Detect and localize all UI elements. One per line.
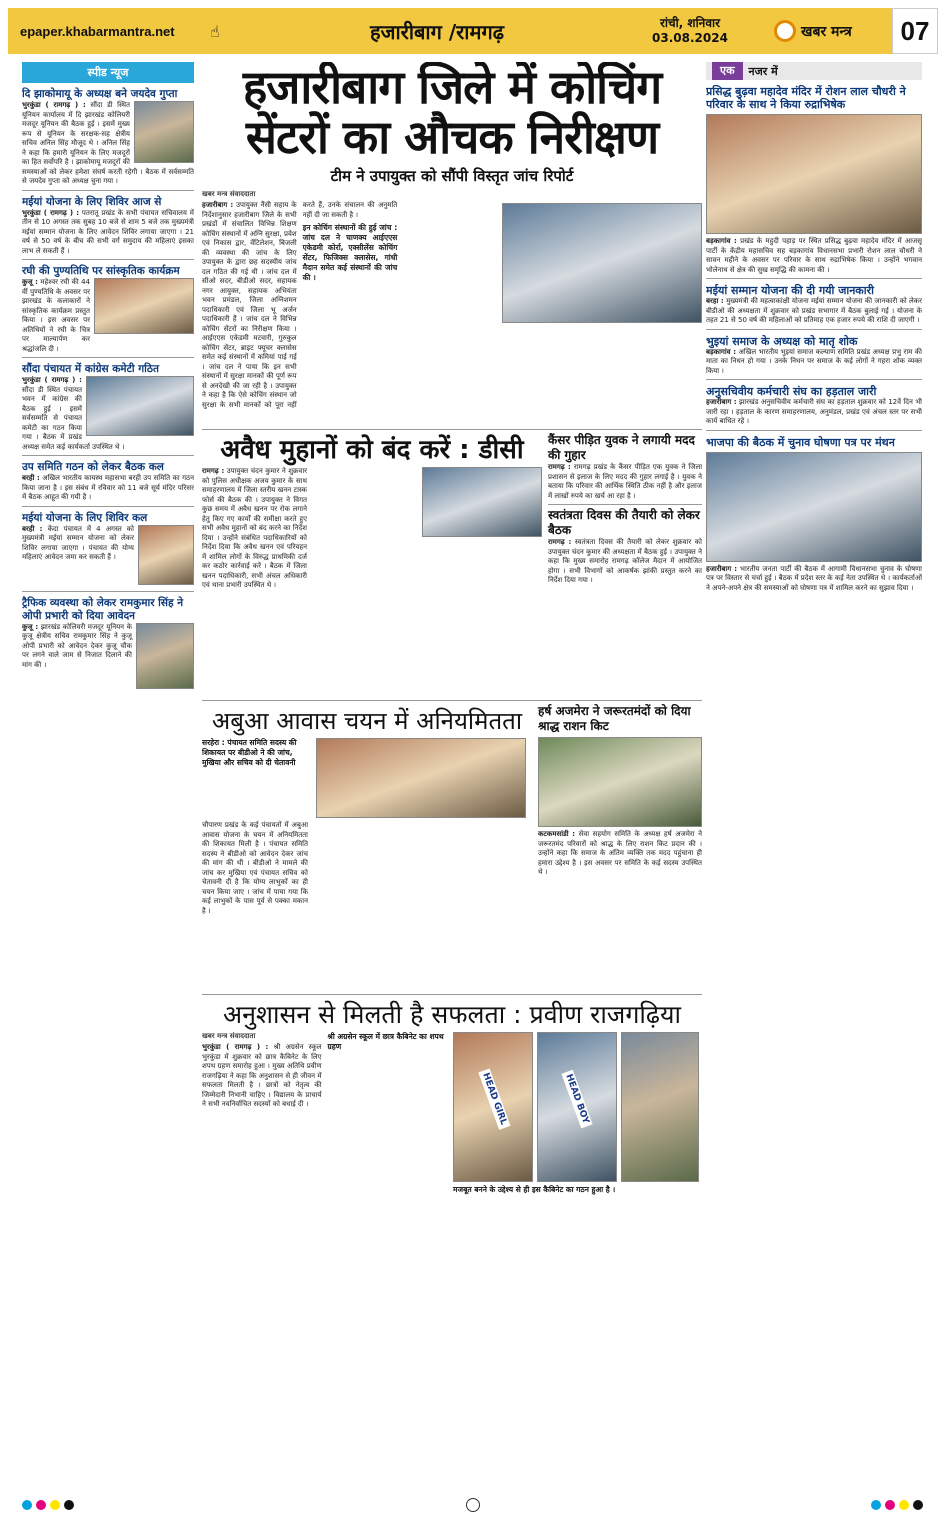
divider bbox=[22, 506, 194, 507]
dateline: भुरकुंडा ( रामगढ़ ) : bbox=[22, 376, 82, 384]
divider bbox=[22, 190, 194, 191]
section-tag bbox=[706, 62, 922, 80]
divider bbox=[706, 278, 922, 279]
registration-mark-icon bbox=[466, 1498, 480, 1512]
lead-story[interactable] bbox=[202, 62, 702, 426]
story-body: मुख्यमंत्री की महत्वाकांक्षी योजना मईयां सम्मान योजना की जानकारी को लेकर बीडीओ की अध्यक्षता में शुक्रवार को प्रखंड सभागार में बैठक बुलाई गई । योजना के तहत 21 से 50 वर्ष की महिलाओं को प्रतिमाह एक हजार रुपये की राशि दी जाएगी । bbox=[706, 297, 922, 324]
divider bbox=[706, 329, 922, 330]
divider bbox=[202, 429, 702, 430]
story-body: सौंदा डी स्थित यूनियन कार्यालय में दि झारखंड कोलियरी मजदूर यूनियन की बैठक हुई । इसमें मुख्य रूप से यूनियन के सरक्षक-सह क्षेत्रीय सचिव अनिल सिंह मौजूद थे । अनिल सिंह ने कहा कि हमारी यूनियन के लिए मजदूरों का हित सर्वोपरि है । झाकोमायू मजदूरों की समस्याओं को लेकर हमेशा संघर्ष करती रहेगी । बैठक में सर्वसम्मति से जयदेव गुप्ता को अध्यक्ष चुना गया । bbox=[22, 101, 194, 185]
story-illegal-mines[interactable] bbox=[202, 433, 542, 697]
divider bbox=[706, 379, 922, 380]
dateline: भुरकुंडा ( रामगढ़ ) : bbox=[22, 101, 86, 109]
cyan-dot bbox=[22, 1500, 32, 1510]
story-headline: स्वतंत्रता दिवस की तैयारी को लेकर बैठक bbox=[548, 508, 700, 537]
left-story-6[interactable] bbox=[22, 512, 194, 588]
dateline: रामगढ़ : bbox=[202, 467, 225, 475]
story-photo bbox=[134, 101, 194, 163]
magenta-dot bbox=[885, 1500, 895, 1510]
story-body: चौपारण प्रखंड के कई पंचायतों में अबुआ आवास योजना के चयन में अनियमितता की शिकायत मिली है । पंचायत समिति सदस्य ने बीडीओ को आवेदन देकर जांच की मांग की थी । बीडीओ ने मामले की जांच कर मुखिया एवं पंचायत सचिव को चेतावनी दी है कि योग्य लाभुकों का ही चयन किया जाए । जांच में पाया गया कि कई लाभुकों के पास पूर्व से पक्का मकान है । bbox=[202, 821, 308, 915]
divider bbox=[706, 430, 922, 431]
story-body: उपायुक्त चंदन कुमार ने शुक्रवार को पुलिस अधीक्षक अजय कुमार के साथ समाहरणालय में जिला स्तरीय खनन टास्क फोर्स की बैठक की । उपायुक्त ने विगत कुछ समय में अवैध खनन पर रोक लगाने हेतु किए गए कार्यों की समीक्षा करते हुए सभी अवैध मुहानों को बंद करने का निर्देश दिया । उन्होंने संबंधित पदाधिकारियों को निर्देश दिया कि अवैध खनन एवं परिवहन में शामिल लोगों के विरुद्ध प्राथमिकी दर्ज कर कठोर कार्रवाई करें । बैठक में जिला खनन पदाधिकारी, सभी अंचल अधिकारी एवं थाना प्रभारी उपस्थित थे । bbox=[202, 467, 308, 589]
story-headline: अवैध मुहानों को बंद करें : डीसी bbox=[220, 435, 524, 465]
story-headline: कैंसर पीड़ित युवक ने लगायी मदद की गुहार bbox=[548, 433, 695, 462]
dateline: हजारीबाग : bbox=[706, 564, 738, 573]
story-headline: अनुसचिवीय कर्मचारी संघ का हड़ताल जारी bbox=[706, 385, 877, 398]
left-story-4[interactable] bbox=[22, 363, 194, 452]
story-headline: मईयां योजना के लिए शिविर आज से bbox=[22, 195, 162, 208]
story-photo bbox=[136, 623, 194, 689]
story-discipline[interactable] bbox=[202, 998, 702, 1195]
date-block bbox=[630, 16, 750, 46]
sash-label: HEAD GIRL bbox=[478, 1068, 510, 1129]
divider bbox=[202, 994, 702, 995]
story-headline: हर्ष अजमेरा ने जरूरतमंदों को दिया श्राद्ध राशन किट bbox=[538, 704, 691, 733]
dateline: हजारीबाग : bbox=[202, 201, 234, 209]
dateline: कुजू : bbox=[22, 278, 38, 286]
lead-headline: हजारीबाग जिले में कोचिंग सेंटरों का औचक निरीक्षण bbox=[242, 62, 662, 164]
story-body: भारतीय जनता पार्टी की बैठक में आगामी विधानसभा चुनाव के घोषणा पत्र पर विस्तार से चर्चा हुई । बैठक में प्रदेश स्तर के कई नेता उपस्थित थे । कार्यकर्ताओं ने अपने-अपने क्षेत्र की समस्याओं को घोषणा पत्र में शामिल करने का सुझाव दिया । bbox=[706, 564, 922, 592]
logo-text: खबर मन्त्र bbox=[801, 23, 852, 40]
story-body: रामगढ़ प्रखंड के कैंसर पीड़ित एक युवक ने जिला प्रशासन से इलाज के लिए मदद की गुहार लगाई है । युवक ने बताया कि परिवार की आर्थिक स्थिति ठीक नहीं है और इलाज में लाखों रुपये का खर्च आ रहा है । bbox=[548, 463, 702, 500]
tag-pill: एक bbox=[712, 62, 743, 80]
color-dots-left bbox=[22, 1500, 74, 1510]
story-headline: रघी की पुण्यतिथि पर सांस्कृतिक कार्यक्रम bbox=[22, 265, 180, 277]
main-column bbox=[202, 62, 702, 1497]
story-ration-kit[interactable] bbox=[538, 704, 702, 991]
dateline: कुजू : bbox=[22, 622, 39, 631]
story-subheadline: श्री अग्रसेन स्कूल में छात्र कैबिनेट का शपथ ग्रहण bbox=[327, 1032, 444, 1051]
story-headline: उप समिति गठन को लेकर बैठक कल bbox=[22, 461, 164, 473]
story-headline: ट्रैफिक व्यवस्था को लेकर रामकुमार सिंह ने ओपी प्रभारी को दिया आवेदन bbox=[22, 596, 184, 622]
dateline: भुरकुंडा ( रामगढ़ ) : bbox=[22, 208, 79, 217]
story-body: पतरातू प्रखंड के सभी पंचायत सचिवालय में तीन से 10 अगस्त तक सुबह 10 बजे से शाम 5 बजे तक मुख्यमंत्री मईयां सम्मान योजना के लिए आवेदन शिविर लगाया जाएगा । 21 वर्ष से 50 वर्ष के बीच की सभी वर्ग समुदाय की महिलाएं इसका लाभ ले सकती हैं । bbox=[22, 208, 194, 255]
black-dot bbox=[64, 1500, 74, 1510]
color-dots-right bbox=[871, 1500, 923, 1510]
right-story-1[interactable] bbox=[706, 85, 922, 275]
cursor-icon: ☝ bbox=[210, 21, 220, 41]
dateline: भुरकुंडा ( रामगढ़ ) : bbox=[202, 1043, 269, 1051]
lead-subheadline: टीम ने उपायुक्त को सौंपी विस्तृत जांच रिपोर्ट bbox=[330, 167, 574, 185]
print-marks bbox=[22, 1499, 923, 1511]
magenta-dot bbox=[36, 1500, 46, 1510]
temple-photo bbox=[706, 114, 922, 234]
left-story-3[interactable] bbox=[22, 265, 194, 354]
story-headline: अबुआ आवास चयन में अनियमितता bbox=[211, 707, 523, 735]
dateline: बरहा : bbox=[706, 297, 724, 305]
lead-body: उपायुक्त नैंसी सहाय के निर्देशानुसार हजारीबाग जिले के सभी प्रखंडों में संचालित विभिन्न शिक्षण कोचिंग संस्थानों में अग्नि सुरक्षा, प्रवेश एवं निकास द्वार, वेंटिलेशन, बिजली की व्यवस्था की जांच के लिए उपायुक्त के द्वारा छह सदस्यीय जांच दल गठित की गई थी । जांच दल में सीओ सदर, बीडीओ सदर, सहायक नगर आयुक्त, सहायक अभियंता भवन प्रमंडल, जिला अग्निशमन पदाधिकारी एवं जिला भू अर्जन पदाधिकारी हैं । जांच दल ने विभिन्न कोचिंग सेंटरों का निरीक्षण किया । आईएएस एकेडमी मटवारी, गुरुकुल कोचिंग सेंटर, ब्राइट फ्यूचर क्लासेस समेत कई संस्थानों में कमियां पाई गई । जांच दल ने पाया कि इन सभी संस्थानों में सुरक्षा मानकों की पूर्ण रूप से अनदेखी की जा रही है । उपायुक्त ने कहा है कि ऐसे कोचिंग संस्थान जो सुरक्षा के सभी मानकों को पूरा नहीं करते हैं, उनके संचालन की अनुमति नहीं दी जा सकती है । bbox=[202, 201, 398, 409]
story-body: सेवा सहयोग समिति के अध्यक्ष हर्ष अजमेरा ने जरूरतमंद परिवारों को श्राद्ध के लिए राशन किट प्रदान की । उन्होंने कहा कि समाज के अंतिम व्यक्ति तक मदद पहुंचाना ही हमारा उद्देश्य है । इस अवसर पर समिति के कई सदस्य उपस्थित थे । bbox=[538, 830, 702, 876]
photo-caption: मजबूत बनने के उद्देश्य से ही इस कैबिनेट का गठन हुआ है । bbox=[453, 1185, 616, 1194]
story-headline: मईयां योजना के लिए शिविर कल bbox=[22, 511, 148, 524]
left-story-1[interactable] bbox=[22, 88, 194, 187]
sash-label: HEAD BOY bbox=[561, 1070, 592, 1129]
yellow-dot bbox=[50, 1500, 60, 1510]
right-story-5[interactable] bbox=[706, 436, 922, 594]
school-photo bbox=[621, 1032, 699, 1182]
lead-body-wrap bbox=[202, 201, 498, 426]
byline: खबर मन्त्र संवाददाता bbox=[202, 1032, 256, 1040]
story-body: श्री अग्रसेन स्कूल भुरकुंडा में शुक्रवार को छात्र कैबिनेट के लिए शपथ ग्रहण समारोह हुआ । मुख्य अतिथि प्रवीण राजगढ़िया ने कहा कि अनुशासन से ही जीवन में सफलता मिलती है । छात्रों को नेतृत्व की जिम्मेदारी निभानी चाहिए । विद्यालय के प्राचार्य ने सभी नवनिर्वाचित सदस्यों को बधाई दी । bbox=[202, 1043, 322, 1108]
date: 03.08.2024 bbox=[652, 31, 728, 45]
divider bbox=[22, 357, 194, 358]
story-headline: मईयां सम्मान योजना की दी गयी जानकारी bbox=[706, 284, 874, 297]
row-3 bbox=[202, 704, 702, 991]
lead-caption: इन कोचिंग संस्थानों की हुई जांच : जांच दल ने चाणक्य आईएएस एकेडमी कोर्रा, एक्सीलेंस कोचिंग सेंटर, फिजिक्स क्लासेस, गांधी मैदान समेत कई संस्थानों की जांच की । bbox=[302, 223, 398, 282]
story-photo bbox=[86, 376, 194, 436]
lead-photo bbox=[502, 203, 702, 323]
yellow-dot bbox=[899, 1500, 909, 1510]
house-photo bbox=[316, 738, 526, 818]
story-body: महेश्वर रघी की 44 वीं पुण्यतिथि के अवसर पर झारखंड के कलाकारों ने सांस्कृतिक कार्यक्रम प्रस्तुत किया । इस अवसर पर अतिथियों ने रघी के चित्र पर माल्यार्पण कर श्रद्धांजलि दी । bbox=[22, 278, 91, 353]
right-story-2[interactable] bbox=[706, 284, 922, 326]
head-boy-photo bbox=[537, 1032, 617, 1182]
left-column bbox=[22, 62, 194, 1497]
story-body: झारखंड अनुसचिवीय कर्मचारी संघ का हड़ताल शुक्रवार को 12वें दिन भी जारी रहा । हड़ताल के कारण समाहरणालय, अनुमंडल, प्रखंड एवं अंचल स्तर पर सभी कार्य बाधित रहे । bbox=[706, 398, 922, 425]
story-photo bbox=[94, 278, 194, 334]
dateline: रामगढ़ : bbox=[548, 538, 572, 546]
story-headline: सौंदा पंचायत में कांग्रेस कमेटी गठित bbox=[22, 363, 159, 375]
left-story-7[interactable] bbox=[22, 597, 194, 692]
masthead bbox=[8, 8, 938, 54]
story-cancer-help[interactable] bbox=[548, 433, 702, 697]
dateline: हजारीबाग : bbox=[706, 398, 737, 406]
divider bbox=[202, 700, 702, 701]
story-body: अखिल भारतीय कायस्थ महासभा बरही उप समिति का गठन किया जाना है । इस संबंध में रविवार को 11 बजे सूर्य मंदिर परिसर में बैठक आहूत की गयी है । bbox=[22, 474, 194, 501]
page-number: 07 bbox=[892, 8, 938, 54]
head-girl-photo bbox=[453, 1032, 533, 1182]
dateline: रामगढ़ : bbox=[548, 463, 571, 471]
story-headline: दि झाकोमायू के अध्यक्ष बने जयदेव गुप्ता bbox=[22, 88, 178, 100]
story-subheadline: सरहेरा : पंचायत समिति सदस्य की शिकायत पर बीडीओ ने की जांच, मुखिया और सचिव को दी चेतावनी bbox=[202, 738, 297, 767]
story-headline: भुइयां समाज के अध्यक्ष को मातृ शोक bbox=[706, 334, 858, 348]
left-story-5[interactable] bbox=[22, 461, 194, 503]
right-column bbox=[706, 62, 922, 1497]
right-story-3[interactable] bbox=[706, 335, 922, 377]
meeting-photo bbox=[706, 452, 922, 562]
divider bbox=[22, 259, 194, 260]
story-body: स्वतंत्रता दिवस की तैयारी को लेकर शुक्रवार को उपायुक्त चंदन कुमार की अध्यक्षता में बैठक हुई । उपायुक्त ने कहा कि मुख्य समारोह रामगढ़ कॉलेज मैदान में आयोजित होगा । सभी विभागों को आकर्षक झांकी प्रस्तुत करने का निर्देश दिया गया । bbox=[548, 538, 702, 584]
story-headline: प्रसिद्ध बुढ़वा महादेव मंदिर में रोशन लाल चौधरी ने परिवार के साथ ने किया रुद्राभिषेक bbox=[706, 85, 906, 111]
meeting-photo bbox=[422, 467, 542, 537]
speed-news-banner: स्पीड न्यूज bbox=[22, 62, 194, 83]
story-abua-awas[interactable] bbox=[202, 704, 532, 991]
ration-photo bbox=[538, 737, 702, 827]
story-body: झारखंड कोलियरी मजदूर यूनियन के कुजू क्षेत्रीय सचिव रामकुमार सिंह ने कुजू ओपी प्रभारी को आवेदन देकर कुजू चौक पर लगने वाले जाम से निजात दिलाने की मांग की । bbox=[22, 622, 132, 669]
row-2 bbox=[202, 433, 702, 697]
section-title: हजारीबाग /रामगढ़ bbox=[370, 19, 504, 44]
byline: खबर मन्त्र संवाददाता bbox=[202, 190, 256, 198]
story-body: सौंदा डी स्थित पंचायत भवन में कांग्रेस की बैठक हुई । इसमें सर्वसम्मति से पंचायत कमेटी का गठन किया गया । बैठक में प्रखंड अध्यक्ष समेत कई कार्यकर्ता उपस्थित थे । bbox=[22, 385, 125, 451]
divider bbox=[22, 591, 194, 592]
tag-text: नजर में bbox=[748, 64, 778, 78]
right-story-4[interactable] bbox=[706, 385, 922, 427]
story-body: अखिल भारतीय भुइयां समाज कल्याण समिति प्रखंड अध्यक्ष प्रभु राम की माता का निधन हो गया । उनके निधन पर समाज के कई लोगों ने गहरा शोक व्यक्त किया । bbox=[706, 347, 922, 375]
city-day: रांची, शनिवार bbox=[659, 16, 721, 30]
dateline: बरही : bbox=[22, 474, 40, 482]
black-dot bbox=[913, 1500, 923, 1510]
site-url[interactable]: epaper.khabarmantra.net bbox=[20, 23, 175, 39]
divider bbox=[22, 455, 194, 456]
dateline: कटकमसांडी : bbox=[538, 830, 576, 838]
story-photo bbox=[138, 525, 194, 585]
story-headline: भाजपा की बैठक में चुनाव घोषणा पत्र पर मंथन bbox=[706, 435, 895, 449]
dateline: बड़कागांव : bbox=[706, 237, 737, 245]
story-body: केंदा पंचायत में 4 अगस्त को मुख्यमंत्री मईयां सम्मान योजना को लेकर शिविर लगाया जाएगा । पंचायत की योग्य महिलाएं आवेदन जमा कर सकती हैं । bbox=[22, 524, 134, 561]
divider bbox=[548, 504, 702, 505]
story-headline: अनुशासन से मिलती है सफलता : प्रवीण राजगढ़िया bbox=[223, 1000, 681, 1029]
story-body: प्रखंड के महुदी पहाड़ पर स्थित प्रसिद्ध बुढ़वा महादेव मंदिर में आजसू पार्टी के केंद्रीय महासचिव सह बड़कागांव विधानसभा प्रभारी रोशन लाल चौधरी ने सावन महीने के अवसर पर परिवार के साथ रुद्राभिषेक किया । उन्होंने भगवान भोलेनाथ से क्षेत्र की सुख समृद्धि की कामना की । bbox=[706, 237, 922, 274]
dateline: बड़कागांव : bbox=[706, 347, 737, 356]
left-story-2[interactable] bbox=[22, 196, 194, 257]
dateline: बरही : bbox=[22, 524, 43, 533]
brand-logo bbox=[774, 20, 852, 42]
cyan-dot bbox=[871, 1500, 881, 1510]
logo-icon bbox=[774, 20, 796, 42]
